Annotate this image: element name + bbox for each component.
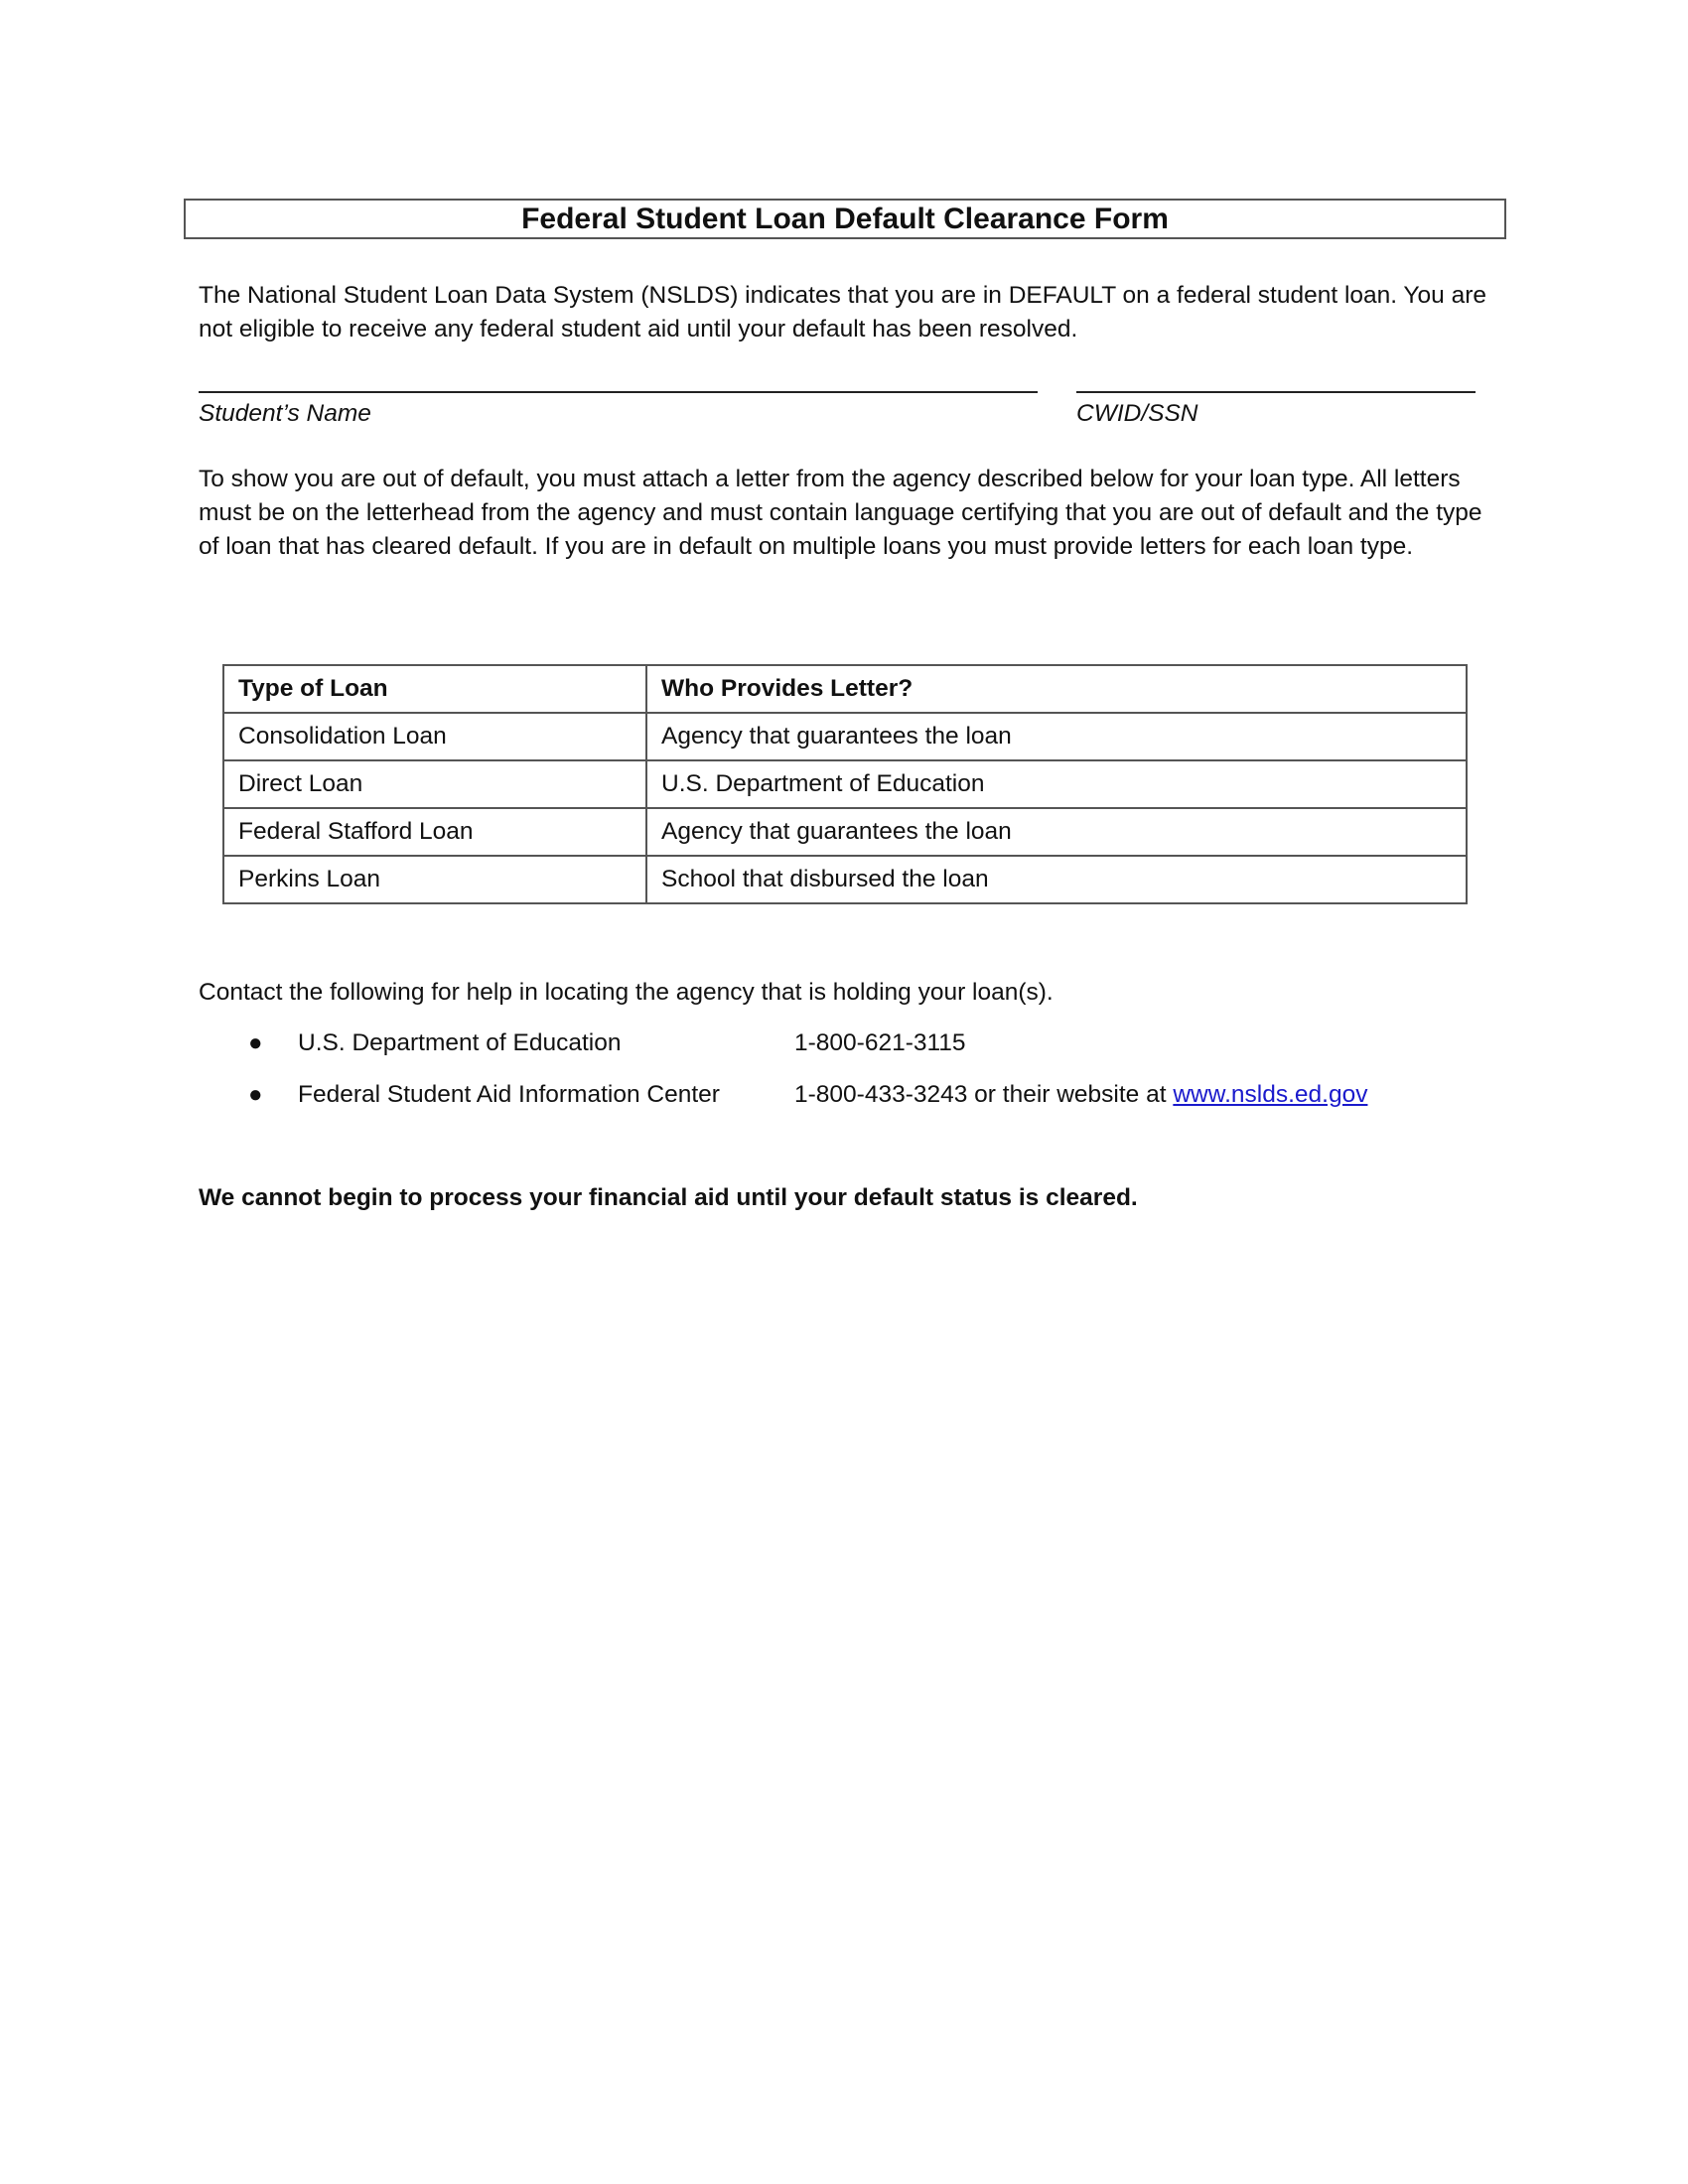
form-title-box <box>184 199 1506 239</box>
table-row <box>223 713 1467 760</box>
bullet-icon: ● <box>248 1029 263 1056</box>
letter-provider-cell: Agency that guarantees the loan <box>646 808 1467 856</box>
table-row <box>223 856 1467 903</box>
table-header-row <box>223 665 1467 713</box>
student-name-line[interactable] <box>199 391 1038 393</box>
loan-type-cell: Federal Stafford Loan <box>223 808 646 856</box>
cwid-ssn-line[interactable] <box>1076 391 1476 393</box>
contact-phone-text: 1-800-433-3243 or their website at <box>794 1081 1174 1108</box>
form-title: Federal Student Loan Default Clearance Form <box>521 202 1169 235</box>
table-header-provider: Who Provides Letter? <box>646 665 1467 713</box>
table-header-type: Type of Loan <box>223 665 646 713</box>
letter-provider-cell: Agency that guarantees the loan <box>646 713 1467 760</box>
loan-type-cell: Direct Loan <box>223 760 646 808</box>
instructions-paragraph: To show you are out of default, you must attach a letter from the agency described below for your loan type. All letters must be on the letterhead from the agency and must contain language certifying that you are out of default and the type of loan that has cleared default. If you are in default on multiple loans you must provide letters for each loan type. <box>199 466 1482 560</box>
student-name-label: Student’s Name <box>199 400 371 427</box>
contact-phone-with-link <box>794 1078 1367 1112</box>
loan-type-table <box>222 664 1468 904</box>
nslds-website-link[interactable]: www.nslds.ed.gov <box>1173 1081 1368 1108</box>
letter-provider-cell: U.S. Department of Education <box>646 760 1467 808</box>
contact-phone: 1-800-621-3115 <box>794 1029 966 1056</box>
table-row <box>223 808 1467 856</box>
cwid-ssn-label: CWID/SSN <box>1076 400 1198 427</box>
intro-paragraph: The National Student Loan Data System (NSLDS) indicates that you are in DEFAULT on a federal student loan. You are not eligible to receive any federal student aid until your default has been resolved. <box>199 282 1486 342</box>
table-row <box>223 760 1467 808</box>
letter-provider-cell: School that disbursed the loan <box>646 856 1467 903</box>
loan-type-cell: Consolidation Loan <box>223 713 646 760</box>
list-item <box>199 1026 1489 1078</box>
final-note: We cannot begin to process your financial aid until your default status is cleared. <box>199 1184 1138 1211</box>
loan-type-cell: Perkins Loan <box>223 856 646 903</box>
bullet-icon: ● <box>248 1081 263 1108</box>
contact-name: U.S. Department of Education <box>298 1029 622 1056</box>
contact-intro: Contact the following for help in locating the agency that is holding your loan(s). <box>199 979 1054 1006</box>
contact-list <box>199 1026 1489 1130</box>
list-item <box>199 1078 1489 1130</box>
contact-name: Federal Student Aid Information Center <box>298 1081 720 1108</box>
